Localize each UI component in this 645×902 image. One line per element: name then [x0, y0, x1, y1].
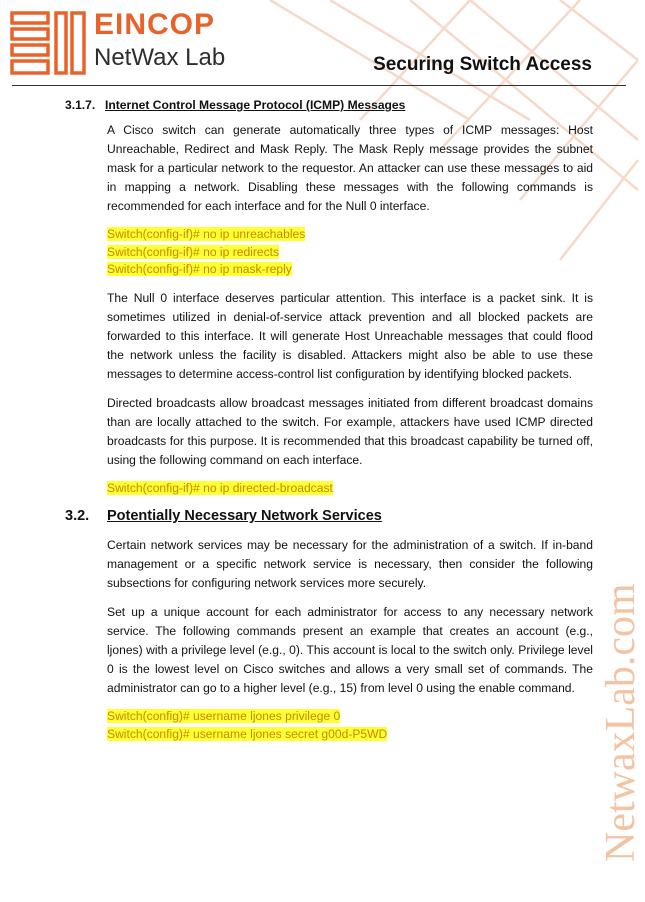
section-number: 3.1.7.	[65, 98, 96, 112]
code-line: Switch(config-if)# no ip directed-broadcast	[107, 480, 333, 495]
code-line: Switch(config-if)# no ip unreachables	[107, 227, 306, 241]
header-divider	[12, 85, 626, 86]
code-block	[107, 226, 593, 279]
document-title: Securing Switch Access	[373, 54, 592, 75]
watermark: NetwaxLab.com	[598, 583, 644, 862]
brand-name: EINCOP	[94, 8, 216, 41]
section-title: Potentially Necessary Network Services	[107, 508, 382, 524]
paragraph: Directed broadcasts allow broadcast messages initiated from different broadcast domains than are locally attached to the switch. For example, attackers have used ICMP directed broadcasts for this purpose. It is recommended that this broadcast capability be turned off, using the following command on each interface.	[107, 395, 593, 467]
section-heading-3-2	[65, 507, 593, 526]
paragraph: The Null 0 interface deserves particular attention. This interface is a packet sink. It is sometimes utilized in denial-of-service attack prevention and all blocked packets are forwarded to this interface. It will generate Host Unreachable messages that could flood the network unless the facility is disabled. Attackers might also be able to use these messages to determine access-control list configuration by identifying blocked packets.	[107, 290, 593, 381]
paragraph: Set up a unique account for each administrator for access to any necessary network service. The following commands present an example that creates an account (e.g., ljones) with a privilege level (e.g., 0). This account is local to the switch only. Privilege level 0 is the lowest level on Cisco switches and allows a very small set of commands. The administrator can go to a higher level (e.g., 15) from level 0 using the enable command.	[107, 605, 593, 695]
code-line: Switch(config)# username ljones privilege 0	[107, 709, 341, 723]
company-logo	[10, 10, 88, 78]
brand-subtitle: NetWax Lab	[94, 44, 226, 71]
code-line: Switch(config)# username ljones secret g00d-P5WD	[107, 726, 388, 741]
section-heading-3-1-7	[65, 96, 593, 115]
page-content	[65, 96, 593, 753]
section-title: Internet Control Message Protocol (ICMP) Messages	[105, 98, 406, 112]
code-block	[107, 708, 593, 743]
paragraph: Certain network services may be necessary for the administration of a switch. If in-band management or a specific network service is necessary, then consider the following subsections for configuring network services more securely.	[107, 538, 593, 590]
section-number: 3.2.	[65, 508, 90, 524]
code-block	[107, 480, 593, 498]
code-line: Switch(config-if)# no ip mask-reply	[107, 262, 292, 276]
code-line: Switch(config-if)# no ip redirects	[107, 244, 280, 259]
paragraph: A Cisco switch can generate automatically three types of ICMP messages: Host Unreachable, Redirect and Mask Reply. The Mask Reply message provides the subnet mask for a particular network to the requestor. An attacker can use these messages to aid in mapping a network. Disabling these messages with the following commands is recommended for each interface and for the Null 0 interface.	[107, 123, 593, 213]
